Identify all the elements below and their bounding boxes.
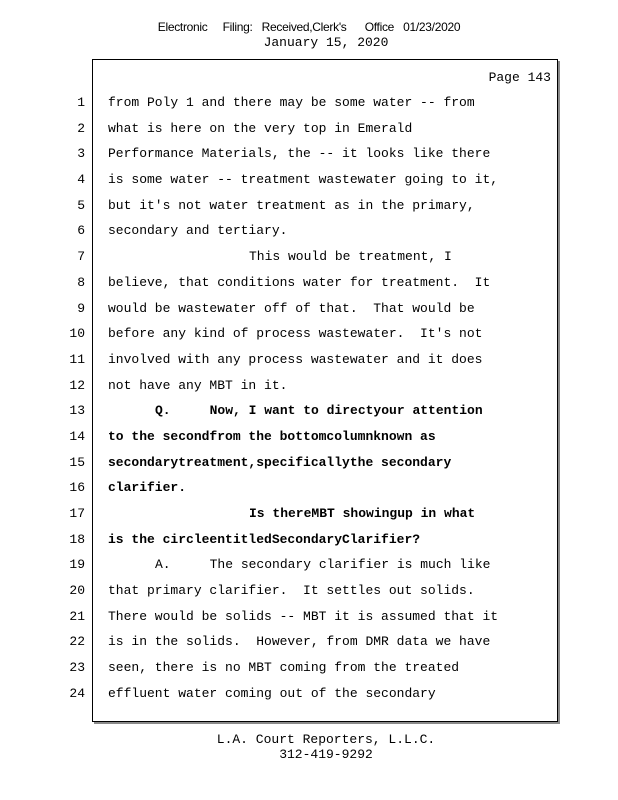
question-line: is the circleentitledSecondaryClarifier? — [108, 531, 421, 547]
transcript-line: secondary and tertiary. — [108, 223, 288, 239]
answer-line: seen, there is no MBT coming from the treated — [108, 660, 460, 676]
page-number: Page 143 — [488, 70, 551, 85]
question-line: clarifier. — [108, 480, 187, 496]
question-line: Is thereMBT showingup in what — [249, 506, 476, 521]
line-number: 23 — [69, 660, 85, 676]
reporter-footer — [0, 732, 618, 762]
line-number: 4 — [77, 172, 85, 188]
answer-line: A. The secondary clarifier is much like — [155, 557, 491, 573]
line-number: 14 — [69, 428, 85, 444]
answer-line: that primary clarifier. It settles out solids. — [108, 583, 475, 599]
line-number: 11 — [69, 351, 85, 367]
line-number: 20 — [69, 583, 85, 599]
line-number: 6 — [77, 223, 85, 239]
line-number: 19 — [69, 557, 85, 573]
line-number: 5 — [77, 197, 85, 213]
reporter-phone: 312-419-9292 — [279, 747, 373, 762]
question-line: to the secondfrom the bottomcolumnknown as — [108, 428, 436, 444]
hearing-date: January 15, 2020 — [263, 35, 389, 50]
reporter-name: L.A. Court Reporters, L.L.C. — [216, 732, 436, 747]
line-number: 17 — [69, 506, 85, 521]
transcript-line: is some water -- treatment wastewater going to it, — [108, 172, 499, 188]
line-number: 12 — [69, 377, 85, 393]
line-number: 7 — [77, 249, 85, 265]
line-number: 10 — [69, 326, 85, 342]
transcript-line: before any kind of process wastewater. It's not — [108, 326, 483, 342]
line-number: 18 — [69, 531, 85, 547]
line-number: 21 — [69, 608, 85, 624]
transcript-line: what is here on the very top in Emerald — [108, 120, 413, 136]
line-number: 16 — [69, 480, 85, 496]
transcript-line: This would be treatment, I — [249, 249, 452, 265]
transcript-text — [108, 93, 548, 710]
question-line: secondarytreatment,specificallythe secondary — [108, 454, 452, 470]
transcript-line: from Poly 1 and there may be some water -- from — [108, 95, 475, 110]
transcript-line: but it's not water treatment as in the primary, — [108, 197, 475, 213]
line-number: 2 — [77, 120, 85, 136]
line-number-column — [0, 93, 85, 710]
line-number: 3 — [77, 146, 85, 162]
answer-line: There would be solids -- MBT it is assumed that it — [108, 608, 499, 624]
transcript-line: would be wastewater off of that. That would be — [108, 300, 475, 316]
transcript-line: involved with any process wastewater and it does — [108, 351, 483, 367]
transcript-line: not have any MBT in it. — [108, 377, 288, 393]
answer-line: effluent water coming out of the secondary — [108, 685, 436, 701]
line-number: 8 — [77, 274, 85, 290]
line-number: 24 — [69, 685, 85, 701]
line-number: 1 — [77, 95, 85, 110]
line-number: 15 — [69, 454, 85, 470]
question-line: Q. Now, I want to directyour attention — [155, 403, 483, 419]
line-number: 13 — [69, 403, 85, 419]
transcript-line: Performance Materials, the -- it looks like there — [108, 146, 491, 162]
transcript-line: believe, that conditions water for treatment. It — [108, 274, 491, 290]
answer-line: is in the solids. However, from DMR data we have — [108, 634, 491, 650]
filing-stamp-header: Electronic Filing: Received,Clerk's Office 01/23/2020 — [157, 20, 461, 34]
line-number: 9 — [77, 300, 85, 316]
line-number: 22 — [69, 634, 85, 650]
